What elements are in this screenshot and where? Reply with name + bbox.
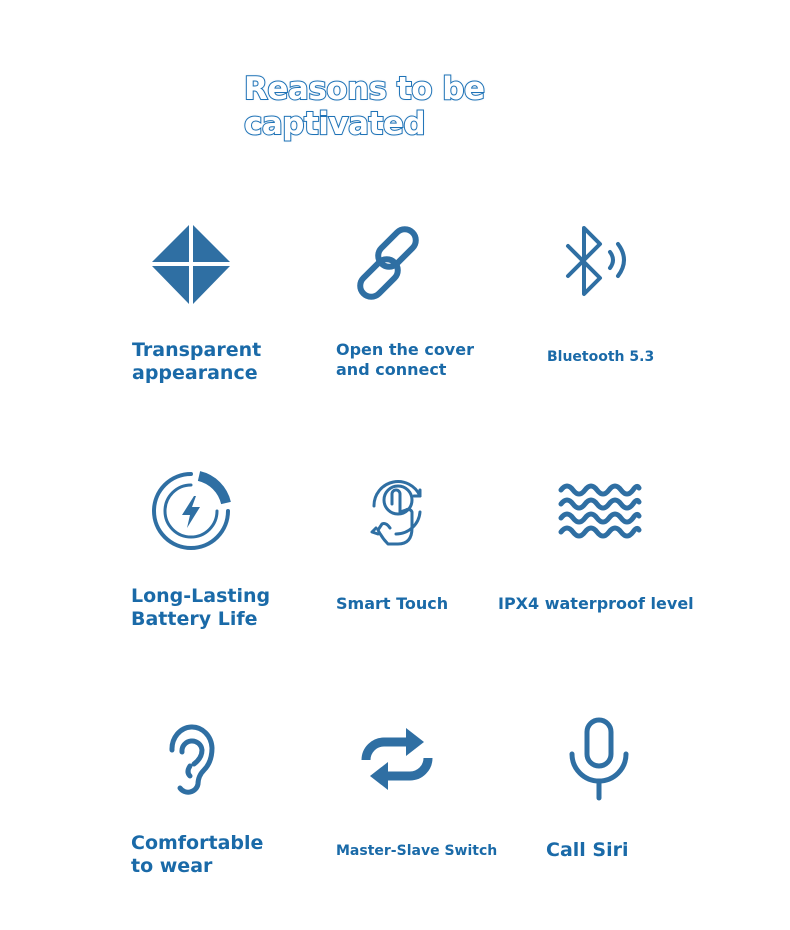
microphone-icon [554, 714, 644, 804]
feature-label: Master-Slave Switch [336, 843, 498, 859]
feature-label: Call Siri [546, 839, 629, 861]
feature-label: Bluetooth 5.3 [547, 349, 655, 365]
feature-label: Comfortable to wear [131, 832, 264, 877]
switch-arrows-icon [352, 714, 442, 804]
battery-charge-icon [146, 466, 236, 556]
feature-label: Smart Touch [336, 594, 449, 613]
feature-label: Long-Lasting Battery Life [131, 585, 271, 630]
feature-label: Open the cover and connect [336, 340, 474, 379]
link-icon [350, 220, 440, 310]
ear-icon [146, 714, 236, 804]
title-line: captivated [244, 106, 426, 142]
page-title [244, 72, 544, 142]
feature-label: IPX4 waterproof level [498, 594, 694, 613]
bluetooth-icon [556, 220, 646, 310]
feature-label: Transparent appearance [132, 339, 262, 384]
title-line: Reasons to be [244, 71, 485, 107]
waves-icon [555, 466, 645, 556]
touch-icon [352, 466, 442, 556]
diamond-icon [146, 220, 236, 310]
